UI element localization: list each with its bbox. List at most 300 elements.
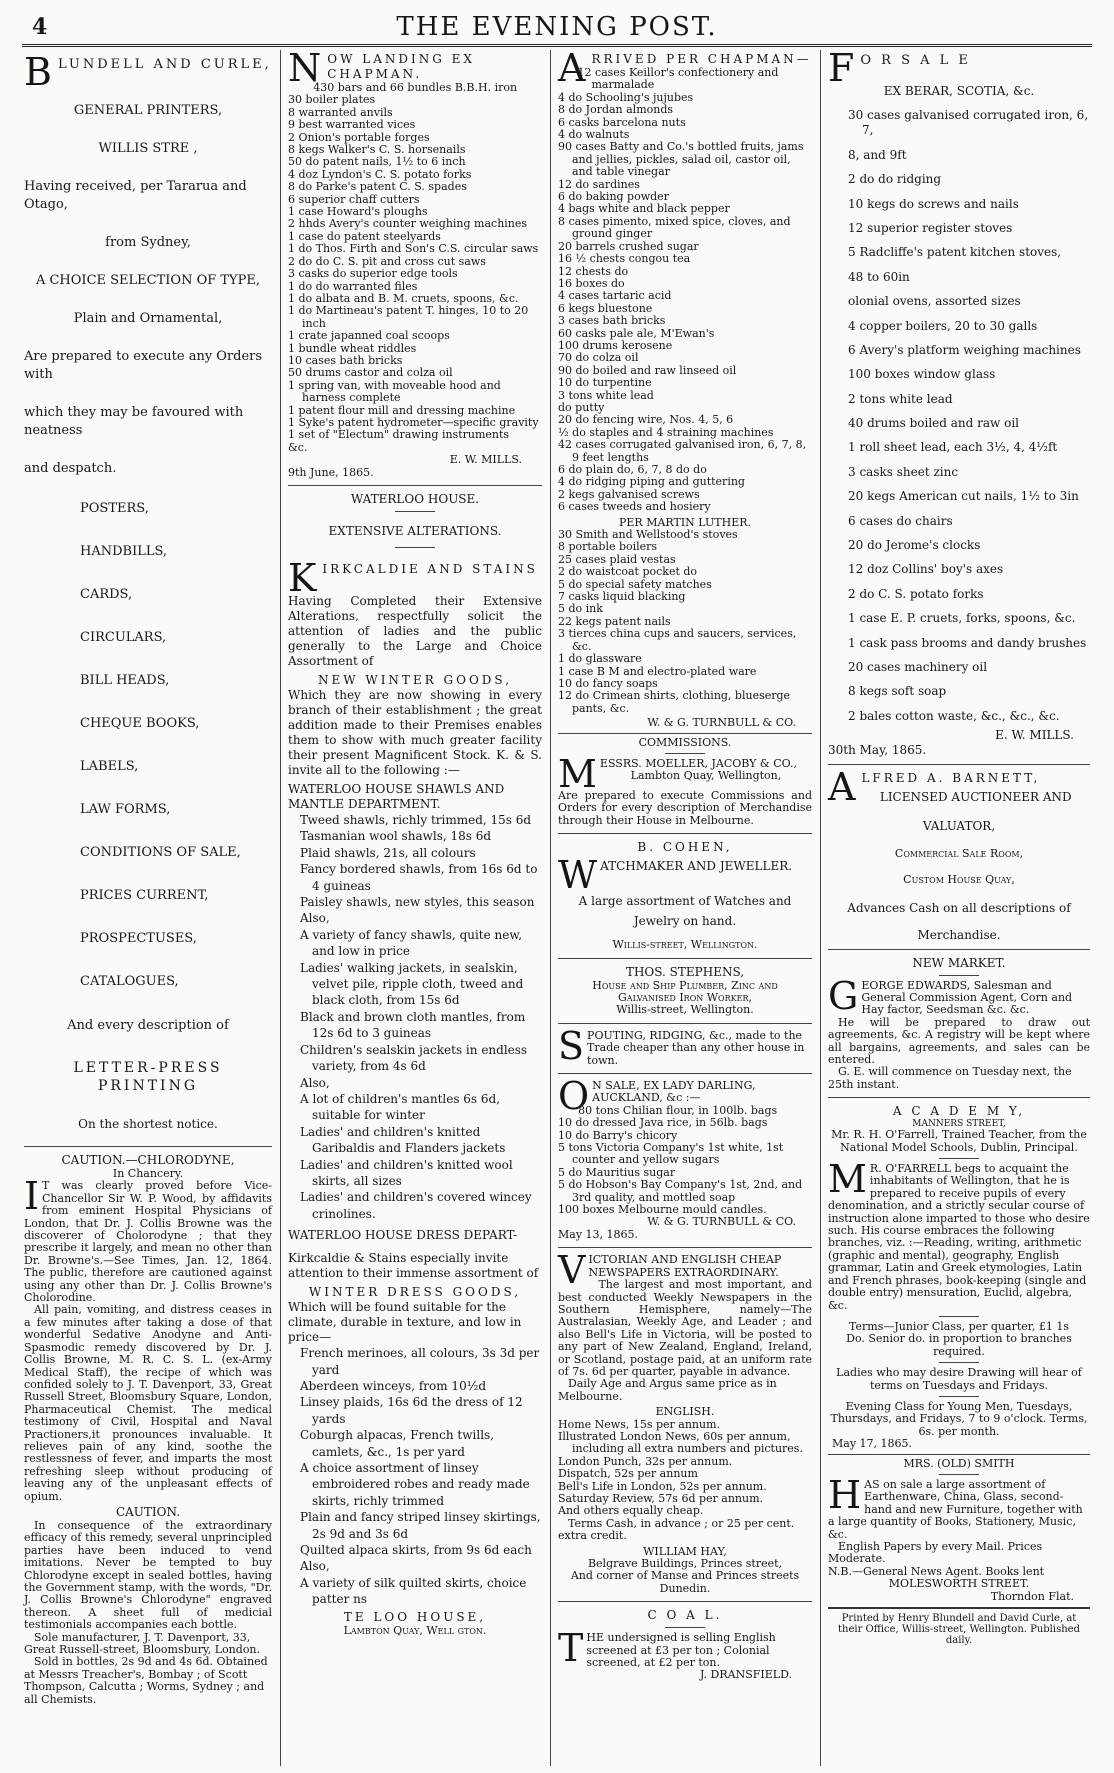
ad-address: Lambton Quay, Well gton. bbox=[343, 1623, 487, 1637]
list-item: 8 cases pimento, mixed spice, cloves, and ground ginger bbox=[558, 214, 791, 241]
short-rule bbox=[939, 1396, 979, 1397]
ad-line: A CHOICE SELECTION OF TYPE, bbox=[35, 273, 261, 288]
short-rule bbox=[395, 547, 435, 548]
column-divider bbox=[550, 50, 551, 1766]
ad-list-item: PROSPECTUSES, bbox=[80, 931, 197, 946]
ad-signature: W. & G. TURNBULL & CO. bbox=[647, 1215, 796, 1229]
list-item: 12 superior register stoves bbox=[848, 220, 1013, 235]
ad-divider bbox=[558, 1601, 812, 1602]
list-item: 430 bars and 66 bundles B.B.H. iron bbox=[313, 81, 518, 94]
list-item: Black and brown cloth mantles, from 12s 6d to 3 guineas bbox=[300, 1009, 526, 1041]
short-rule bbox=[395, 511, 435, 512]
ad-line: which they may be favoured with neatness bbox=[24, 405, 244, 438]
ad-list-item: CATALOGUES, bbox=[80, 974, 179, 989]
list-item: 2 do do C. S. pit and cross cut saws bbox=[288, 254, 486, 268]
list-item: 30 cases galvanised corrugated iron, 6, 7, bbox=[848, 108, 1089, 138]
list-item: Dispatch, 52s per annum bbox=[558, 1467, 698, 1481]
ad-divider bbox=[288, 485, 542, 486]
list-item: Tweed shawls, richly trimmed, 15s 6d bbox=[300, 813, 532, 827]
ad-paragraph: HE undersigned is selling English screened at £3 per ton ; Colonial screened, at £2 per ton. bbox=[586, 1631, 776, 1670]
list-item: 4 bags white and black pepper bbox=[558, 202, 730, 216]
ad-list-item: HANDBILLS, bbox=[80, 544, 168, 559]
shawls-list bbox=[288, 812, 542, 1222]
list-item: Plain and fancy striped linsey skirtings, 2s 9d and 3s 6d bbox=[300, 1510, 541, 1541]
list-item: 4 do Schooling's jujubes bbox=[558, 90, 694, 104]
list-item: Also, bbox=[300, 911, 330, 926]
list-item: 4 doz Lyndon's C. S. potato forks bbox=[288, 167, 472, 181]
ad-address: MOLESWORTH STREET. bbox=[888, 1577, 1030, 1591]
ad-line: House and Ship Plumber, Zinc and bbox=[592, 978, 778, 992]
list-item: do putty bbox=[558, 400, 605, 414]
ad-list-item: CARDS, bbox=[80, 587, 133, 602]
ad-line: Merchandise. bbox=[917, 927, 1001, 942]
list-item: Ladies' and children's knitted Garibaldis and Flanders jackets bbox=[300, 1124, 506, 1156]
list-item: 6 casks barcelona nuts bbox=[558, 115, 686, 129]
ad-paragraph: In consequence of the extraordinary efficacy of this remedy, several unprincipled parties have been induced to vend imitations. Never be tempted to buy Chlorodyne except in sealed bottles, having the Government stamp, with the words, "Dr. J. Collis Browne's Chlorodyne" engraved thereon. A sheet full of medicial testimonials accompanies each bottle. bbox=[24, 1518, 272, 1632]
list-item: 1 case E. P. cruets, forks, spoons, &c. bbox=[848, 611, 1076, 626]
masthead bbox=[22, 8, 1092, 42]
ad-coal bbox=[558, 1608, 812, 1682]
drop-cap: W bbox=[558, 853, 598, 898]
list-item: 12 do Crimean shirts, clothing, blueserge pants, &c. bbox=[558, 689, 791, 715]
ad-divider bbox=[828, 764, 1090, 765]
ad-list-item: LABELS, bbox=[80, 759, 139, 774]
list-item: 1 do do warranted files bbox=[288, 279, 418, 293]
list-item: Also, bbox=[300, 1075, 330, 1090]
ad-paragraph: Sold in bottles, 2s 9d and 4s 6d. Obtained at Messrs Treacher's, Bombay ; of Scott Thompson, Calcutta ; Worms, Sydney ; and all Chemists. bbox=[24, 1655, 268, 1706]
ad-heading: IRKCALDIE AND STAINS bbox=[322, 562, 538, 576]
ad-date: 30th May, 1865. bbox=[828, 742, 927, 757]
ad-stephens bbox=[558, 965, 812, 1017]
ad-paragraph: Terms Cash, in advance ; or 25 per cent. extra credit. bbox=[558, 1516, 795, 1543]
list-item: 4 cases tartaric acid bbox=[558, 289, 672, 303]
list-item: 2 kegs galvanised screws bbox=[558, 487, 700, 501]
list-item: Fancy bordered shawls, from 16s 6d to 4 guineas bbox=[300, 862, 538, 893]
drop-cap: N bbox=[288, 50, 325, 90]
ad-chlorodyne bbox=[24, 1153, 272, 1706]
ad-paragraph: Which will be found suitable for the climate, durable in texture, and low in price— bbox=[288, 1300, 522, 1345]
ad-paragraph: Mr. R. H. O'Farrell, Trained Teacher, from the National Model Schools, Dublin, Principal. bbox=[831, 1128, 1087, 1154]
ad-heading: C O A L. bbox=[647, 1608, 723, 1623]
column-4 bbox=[824, 50, 1094, 1768]
ad-list-item: CONDITIONS OF SALE, bbox=[80, 845, 241, 860]
list-item: 1 case Howard's ploughs bbox=[288, 205, 428, 219]
list-item: London Punch, 32s per annum. bbox=[558, 1454, 733, 1468]
drop-cap: M bbox=[828, 1157, 867, 1202]
drop-cap: F bbox=[828, 50, 858, 90]
ad-divider bbox=[558, 733, 812, 734]
list-item: Ladies' and children's knitted wool skirts, all sizes bbox=[300, 1157, 513, 1188]
list-item: Ladies' and children's covered wincey crinolines. bbox=[300, 1190, 532, 1221]
ad-subheading: MANNERS STREET, bbox=[912, 1119, 1006, 1130]
ad-victorian-newspapers bbox=[558, 1248, 812, 1595]
list-item: 3 tierces china cups and saucers, services, &c. bbox=[558, 627, 797, 653]
ad-line: Plain and Ornamental, bbox=[73, 311, 223, 326]
list-item: 1 case B M and electro-plated ware bbox=[558, 664, 757, 678]
list-item: 20 do fencing wire, Nos. 4, 5, 6 bbox=[558, 413, 734, 427]
ad-address: And corner of Manse and Princes streets bbox=[570, 1569, 800, 1583]
list-item: French merinoes, all colours, 3s 3d per yard bbox=[300, 1346, 540, 1377]
ad-line: LICENSED AUCTIONEER AND bbox=[879, 789, 1072, 804]
ad-heading: RRIVED PER CHAPMAN— bbox=[591, 52, 812, 66]
ad-line: On the shortest notice. bbox=[78, 1117, 218, 1131]
ad-heading: COMMISSIONS. bbox=[638, 735, 732, 749]
ad-divider bbox=[558, 1023, 812, 1024]
ad-paragraph: EORGE EDWARDS, Salesman and General Commission Agent, Corn and Hay factor, Seedsman &c. &c. bbox=[861, 978, 1073, 1017]
ad-divider bbox=[828, 1607, 1090, 1609]
ad-spouting bbox=[558, 1023, 812, 1068]
ad-line: Galvanised Iron Worker, bbox=[618, 990, 752, 1004]
drop-cap: I bbox=[24, 1174, 40, 1219]
ad-line: and despatch. bbox=[24, 461, 117, 476]
list-item: A lot of children's mantles 6s 6d, suitable for winter bbox=[300, 1091, 501, 1123]
list-item: 1 set of "Electum" drawing instruments bbox=[288, 428, 510, 442]
list-item: 1 case do patent steelyards bbox=[288, 229, 441, 243]
list-item: 8, and 9ft bbox=[848, 147, 907, 162]
ad-heading: O R S A L E bbox=[860, 53, 971, 68]
list-item: 48 to 60in bbox=[848, 269, 910, 284]
ad-address: Belgrave Buildings, Princes street, bbox=[587, 1557, 783, 1571]
list-item: 1 do Thos. Firth and Son's C.S. circular saws bbox=[288, 242, 539, 256]
list-item: Bell's Life in London, 52s per annum. bbox=[558, 1479, 767, 1493]
list-item: 20 barrels crushed sugar bbox=[558, 239, 699, 253]
list-item: 30 Smith and Wellstood's stoves bbox=[558, 528, 738, 542]
list-item: 90 cases Batty and Co.'s bottled fruits, jams and jellies, pickles, salad oil, castor oil, and table vinegar bbox=[558, 140, 804, 179]
ad-list-item: PRICES CURRENT, bbox=[80, 888, 209, 903]
list-item: 2 Onion's portable forges bbox=[288, 130, 430, 144]
ad-line: Do. Senior do. in proportion to branches required. bbox=[846, 1332, 1072, 1358]
ad-paragraph: POUTING, RIDGING, &c., made to the Trade cheaper than any other house in town. bbox=[587, 1028, 805, 1067]
ad-list-item: CIRCULARS, bbox=[80, 630, 167, 645]
ad-heading: NEW MARKET. bbox=[912, 955, 1006, 970]
ad-line: VALUATOR, bbox=[922, 818, 996, 833]
ad-paragraph: A large assortment of Watches and Jewelry on hand. bbox=[578, 894, 792, 929]
ad-line: GENERAL PRINTERS, bbox=[73, 103, 223, 118]
list-item: 2 do waistcoat pocket do bbox=[558, 565, 698, 579]
ad-heading: NEW WINTER GOODS, bbox=[317, 673, 513, 687]
list-item: 1 spring van, with moveable hood and harness complete bbox=[288, 378, 501, 405]
ad-paragraph: Are prepared to execute Commissions and Orders for every description of Merchandise through their House in Melbourne. bbox=[558, 788, 812, 827]
list-item: 9 best warranted vices bbox=[288, 118, 416, 132]
list-item: 16 boxes do bbox=[558, 276, 625, 290]
list-item: 10 do fancy soaps bbox=[558, 676, 658, 690]
ad-paragraph: English Papers by every Mail. Prices Moderate. bbox=[828, 1540, 1043, 1566]
list-item: 100 drums kerosene bbox=[558, 338, 673, 352]
arrived-list bbox=[558, 67, 812, 514]
ad-heading: THOS. STEPHENS, bbox=[625, 964, 745, 979]
list-item: 2 do C. S. potato forks bbox=[848, 586, 984, 601]
short-rule bbox=[939, 1362, 979, 1363]
ad-signature: J. DRANSFIELD. bbox=[700, 1668, 792, 1682]
list-item: 5 do Hobson's Bay Company's 1st, 2nd, and 3rd quality, and mottled soap bbox=[558, 1178, 803, 1204]
ad-paragraph: The largest and most important, and best conducted Weekly Newspapers in the Southern Hemisphere, namely—The Australasian, Weekly Age, and Leader ; and also Bell's Life in Victoria, will be posted to any part of New Zealand, England, Ireland, or Scotland, postage paid, at an uniform rate of 7s. 6d per quarter, payable in advance. bbox=[558, 1278, 812, 1378]
list-item: 3 casks do superior edge tools bbox=[288, 267, 458, 281]
list-item: 1 do Martineau's patent T. hinges, 10 to 20 inch bbox=[288, 304, 529, 330]
list-item: 20 kegs American cut nails, 1½ to 3in bbox=[848, 489, 1079, 504]
list-item: Home News, 15s per annum. bbox=[558, 1417, 721, 1431]
list-item: 10 cases bath bricks bbox=[288, 353, 403, 367]
ad-on-sale bbox=[558, 1074, 812, 1241]
ad-date: 9th June, 1865. bbox=[288, 465, 374, 479]
list-item: 6 kegs bluestone bbox=[558, 301, 653, 315]
list-item: 100 boxes window glass bbox=[848, 367, 996, 382]
list-item: Linsey plaids, 16s 6d the dress of 12 yards bbox=[300, 1395, 523, 1426]
column-3 bbox=[554, 50, 816, 1768]
list-item: 25 cases plaid vestas bbox=[558, 552, 676, 566]
ad-paragraph: Sole manufacturer, J. T. Davenport, 33, Great Russell-street, Bloomsbury, London. bbox=[24, 1630, 261, 1657]
list-item: 1 bundle wheat riddles bbox=[288, 341, 417, 355]
ad-subheading: EXTENSIVE ALTERATIONS. bbox=[328, 524, 502, 538]
list-item: 2 hhds Avery's counter weighing machines bbox=[288, 217, 528, 231]
list-item: ½ do staples and 4 straining machines bbox=[558, 425, 774, 439]
ad-heading: B. COHEN, bbox=[637, 840, 733, 855]
short-rule bbox=[939, 1158, 979, 1159]
list-item: &c. bbox=[288, 440, 308, 454]
list-item: 30 boiler plates bbox=[288, 93, 376, 107]
ad-heading: WINTER DRESS GOODS, bbox=[308, 1285, 522, 1300]
ad-subheading: WATERLOO HOUSE DRESS DEPART- bbox=[288, 1228, 518, 1243]
ad-heading: N SALE, EX LADY DARLING, AUCKLAND, &c :— bbox=[592, 1079, 756, 1105]
ad-line: WILLIS STRE , bbox=[98, 141, 198, 156]
ad-barnett bbox=[828, 764, 1090, 943]
ad-address: Dunedin. bbox=[659, 1581, 711, 1595]
list-item: 1 crate japanned coal scoops bbox=[288, 329, 450, 343]
ad-subheading: WATERLOO HOUSE SHAWLS AND MANTLE DEPARTMENT. bbox=[288, 782, 505, 811]
ad-now-landing bbox=[288, 52, 542, 479]
ad-signature: W. & G. TURNBULL & CO. bbox=[647, 716, 796, 730]
ad-list-item: BILL HEADS, bbox=[80, 673, 170, 688]
ad-divider bbox=[828, 949, 1090, 950]
ad-cohen bbox=[558, 840, 812, 951]
list-item: 8 portable boilers bbox=[558, 540, 658, 554]
list-item: 2 tons white lead bbox=[848, 391, 953, 406]
ad-heading: ATCHMAKER AND JEWELLER. bbox=[600, 859, 793, 874]
ad-divider bbox=[828, 1454, 1090, 1455]
short-rule bbox=[665, 753, 705, 754]
ad-paragraph: AS on sale a large assortment of Earthenware, China, Glass, second-hand and new Furniture, together with a large quantity of Books, Stationery, Music, &c. bbox=[828, 1477, 1083, 1541]
ad-blundell-curle bbox=[24, 50, 272, 1132]
list-item: 10 kegs do screws and nails bbox=[848, 196, 1019, 211]
ad-paragraph: Kirkcaldie & Stains especially invite attention to their immense assortment of bbox=[288, 1251, 539, 1281]
list-item: 6 cases tweeds and hosiery bbox=[558, 500, 711, 514]
ad-divider bbox=[558, 1247, 812, 1248]
list-item: Paisley shawls, new styles, this season bbox=[300, 895, 535, 910]
ad-academy bbox=[828, 1104, 1090, 1450]
list-item: 100 boxes Melbourne mould candles. bbox=[558, 1203, 767, 1217]
list-item: Tasmanian wool shawls, 18s 6d bbox=[300, 829, 492, 844]
list-item: 1 Syke's patent hydrometer—specific gravity bbox=[288, 415, 539, 429]
ad-paragraph: Daily Age and Argus same price as in Melbourne. bbox=[558, 1377, 777, 1403]
drop-cap: V bbox=[558, 1248, 586, 1293]
ad-divider bbox=[558, 958, 812, 959]
list-item: 8 do Jordan almonds bbox=[558, 103, 674, 117]
ad-paragraph: All pain, vomiting, and distress ceases in a few minutes after taking a dose of that wonderful Sedative Anodyne and Anti-Spasmodic remedy discovered by Dr. J. Collis Browne, M. R. C. S. L. (ex-Army Medical Staff), the recipe of which was confided solely to J. T. Davenport, 33, Great Russell Street, Bloomsbury Square, London, Pharmaceutical Chemist. The medical testimony of Civil, Hospital and Naval Practioners,it pronounces invaluable. It relieves pain of any kind, soothe the restlessness of fever, and imparts the most refreshing sleep without producing of leaving any of the unpleasant effects of opium. bbox=[24, 1303, 272, 1503]
list-item: 3 cases bath bricks bbox=[558, 314, 666, 328]
list-item: 16 ½ chests congou tea bbox=[558, 252, 691, 266]
drop-cap: A bbox=[558, 50, 589, 90]
ad-signature: E. W. MILLS. bbox=[995, 727, 1074, 742]
list-item: Also, bbox=[300, 1559, 330, 1574]
list-item: Aberdeen winceys, from 10½d bbox=[300, 1378, 487, 1393]
short-rule bbox=[665, 1627, 705, 1628]
list-item: 50 drums castor and colza oil bbox=[288, 366, 453, 380]
ad-date: May 17, 1865. bbox=[832, 1437, 913, 1451]
ad-heading: WATERLOO HOUSE. bbox=[350, 492, 480, 506]
column-divider bbox=[280, 50, 281, 1766]
ad-heading: LUNDELL AND CURLE, bbox=[57, 57, 272, 72]
list-item: 22 kegs patent nails bbox=[558, 614, 671, 628]
list-item: 4 do ridging piping and guttering bbox=[558, 475, 745, 489]
dress-list bbox=[288, 1345, 542, 1608]
short-rule bbox=[939, 975, 979, 976]
ad-new-market bbox=[828, 956, 1090, 1092]
ad-heading: MRS. (OLD) SMITH bbox=[903, 1456, 1015, 1470]
printer-imprint: Printed by Henry Blundell and David Curle, at their Office, Willis-street, Wellington. Published daily. bbox=[838, 1613, 1080, 1647]
list-item: 3 tons white lead bbox=[558, 388, 654, 402]
list-item: 7 casks liquid blacking bbox=[558, 590, 686, 604]
drop-cap: S bbox=[558, 1023, 585, 1068]
ad-subheading: ENGLISH. bbox=[655, 1405, 715, 1419]
ad-paragraph: R. O'FARRELL begs to acquaint the inhabitants of Wellington, that he is prepared to receive pupils of every denomination, and a strictly secular course of instruction alone imparted to those who desire such. His course embraces the following branches, viz. :—Reading, writing, arithmetic (graphic and mental), geography, English grammar, Latin and Greek etymologies, Latin and French phrases, book-keeping (single and double entry) mensuration, Euclid, algebra, &c. bbox=[828, 1162, 1090, 1312]
list-item: 42 cases corrugated galvanised iron, 6, 7, 8, 9 feet lengths bbox=[558, 438, 807, 464]
list-item: 10 do turpentine bbox=[558, 376, 652, 390]
list-item: 6 do plain do, 6, 7, 8 do do bbox=[558, 463, 707, 476]
list-item: 12 chests do bbox=[558, 264, 629, 278]
column-1 bbox=[20, 50, 276, 1768]
ad-heading: ESSRS. MOELLER, JACOBY & CO., bbox=[599, 756, 797, 770]
ad-line: Having received, per Tararua and Otago, bbox=[24, 179, 247, 212]
ad-line: And every description of bbox=[67, 1018, 229, 1033]
list-item: 5 Radcliffe's patent kitchen stoves, bbox=[848, 245, 1062, 260]
onsale-list bbox=[558, 1105, 812, 1217]
list-item: 5 do special safety matches bbox=[558, 577, 712, 591]
landing-list bbox=[288, 82, 542, 454]
ad-heading: CAUTION. bbox=[115, 1504, 181, 1519]
list-item: Children's sealskin jackets in endless variety, from 4s 6d bbox=[300, 1042, 528, 1074]
ad-heading: LFRED A. BARNETT, bbox=[861, 770, 1041, 785]
newspaper-title: THE EVENING POST. bbox=[396, 12, 718, 42]
list-item: 6 superior chaff cutters bbox=[288, 192, 420, 206]
list-item: 12 cases Keillor's confectionery and marmalade bbox=[577, 66, 779, 92]
list-item: 40 drums boiled and raw oil bbox=[848, 416, 1020, 431]
list-item: 90 do boiled and raw linseed oil bbox=[558, 363, 737, 377]
list-item: 1 patent flour mill and dressing machine bbox=[288, 403, 516, 417]
ad-commissions bbox=[558, 737, 812, 828]
list-item: 5 do Mauritius sugar bbox=[558, 1165, 676, 1179]
page-number: 4 bbox=[32, 14, 48, 40]
english-list bbox=[558, 1419, 812, 1518]
list-item: 50 do patent nails, 1½ to 6 inch bbox=[288, 155, 466, 169]
ad-for-sale bbox=[828, 52, 1090, 758]
list-item: olonial ovens, assorted sizes bbox=[848, 294, 1021, 309]
ad-paragraph: G. E. will commence on Tuesday next, the 25th instant. bbox=[828, 1065, 1072, 1091]
ad-signature: E. W. MILLS. bbox=[449, 453, 522, 467]
ad-line: Advances Cash on all descriptions of bbox=[847, 900, 1071, 915]
ad-heading: TE LOO HOUSE, bbox=[343, 1609, 487, 1624]
list-item: Plaid shawls, 21s, all colours bbox=[300, 845, 476, 860]
list-item: Illustrated London News, 60s per annum, including all extra numbers and pictures. bbox=[558, 1429, 803, 1456]
list-item: 10 do Barry's chicory bbox=[558, 1128, 678, 1142]
ad-heading: ICTORIAN AND ENGLISH CHEAP NEWSPAPERS EXTRAORDINARY. bbox=[588, 1253, 782, 1279]
list-item: 20 cases machinery oil bbox=[848, 659, 988, 674]
ad-paragraph: Which they are now showing in every branch of their establishment ; the great addition made to their Premises enables them to show with much greater facility their present Magnificent Stock. K. & S. invite all to the following :— bbox=[288, 688, 542, 777]
drop-cap: H bbox=[828, 1472, 862, 1517]
ad-paragraph: N.B.—General News Agent. Books lent bbox=[828, 1564, 1045, 1578]
list-item: 3 casks sheet zinc bbox=[848, 464, 959, 479]
list-item: A variety of silk quilted skirts, choice patter ns bbox=[300, 1575, 527, 1607]
short-rule bbox=[939, 1316, 979, 1317]
list-item: 12 doz Collins' boy's axes bbox=[848, 562, 1004, 577]
ad-signature: WILLIAM HAY, bbox=[643, 1544, 727, 1558]
ad-heading: OW LANDING EX CHAPMAN. bbox=[327, 52, 475, 81]
list-item: 2 bales cotton waste, &c., &c., &c. bbox=[848, 708, 1060, 723]
list-item: 60 casks pale ale, M'Ewan's bbox=[558, 326, 715, 340]
list-item: 1 do glassware bbox=[558, 652, 642, 666]
ad-list-item: LAW FORMS, bbox=[80, 802, 171, 817]
ad-line: Custom House Quay, bbox=[903, 873, 1015, 887]
ad-line: Lambton Quay, Wellington, bbox=[630, 769, 782, 783]
ad-line: Evening Class for Young Men, Tuesdays, Thursdays, and Fridays, 7 to 9 o'clock. Terms, 6s. per month. bbox=[830, 1399, 1088, 1438]
ad-paragraph: T was clearly proved before Vice-Chancellor Sir W. P. Wood, by affidavits from eminent Hospital Physicians of London, that Dr. J. Collis Browne was the discoverer of Cholorodyne ; that they prescribe it largely, and mean no other than Dr. Browne's.—See Times, Jan. 12, 1864. The public, therefore are cautioned against using any other than Dr. J. Collis Browne's Cholorodine. bbox=[24, 1179, 272, 1305]
ad-list-item: CHEQUE BOOKS, bbox=[80, 716, 200, 731]
drop-cap: O bbox=[558, 1074, 590, 1118]
list-item: 8 kegs soft soap bbox=[848, 684, 947, 699]
ad-list-item: POSTERS, bbox=[80, 501, 149, 516]
list-item: 10 do dressed Java rice, in 56lb. bags bbox=[558, 1116, 768, 1130]
ad-line: Ladies who may desire Drawing will hear of terms on Tuesdays and Fridays. bbox=[836, 1366, 1082, 1392]
column-divider bbox=[820, 50, 821, 1766]
arrived-list-2 bbox=[558, 529, 812, 715]
list-item: 5 tons Victoria Company's 1st white, 1st counter and yellow sugars bbox=[558, 1141, 784, 1167]
short-rule bbox=[939, 1474, 979, 1475]
list-item: 5 do ink bbox=[558, 602, 603, 616]
list-item: 4 copper boilers, 20 to 30 galls bbox=[848, 318, 1038, 333]
list-item: 2 do do ridging bbox=[848, 172, 942, 187]
list-item: 80 tons Chilian flour, in 100lb. bags bbox=[578, 1103, 778, 1117]
ad-date: May 13, 1865. bbox=[558, 1227, 639, 1241]
list-item: 6 cases do chairs bbox=[848, 513, 953, 528]
ad-paragraph: He will be prepared to draw out agreements, &c. A registry will be kept where all bargains, agreements, and sales can be entered. bbox=[828, 1015, 1090, 1067]
drop-cap: A bbox=[828, 764, 859, 809]
column-2 bbox=[284, 50, 546, 1768]
list-item: 70 do colza oil bbox=[558, 351, 639, 365]
ad-address: Willis-street, Wellington. bbox=[612, 938, 758, 952]
list-item: 8 kegs Walker's C. S. horsenails bbox=[288, 143, 466, 157]
drop-cap: G bbox=[828, 973, 859, 1018]
list-item: 6 Avery's platform weighing machines bbox=[848, 342, 1081, 357]
list-item: 8 warranted anvils bbox=[288, 105, 393, 119]
ad-waterloo-house bbox=[288, 492, 542, 1637]
ad-paragraph: Having Completed their Extensive Alterations, respectfully solicit the attention of ladies and the public generally to the Large and Choice Assortment of bbox=[288, 594, 542, 668]
list-item: 1 cask pass brooms and dandy brushes bbox=[848, 635, 1087, 650]
list-item: Coburgh alpacas, French twills, camlets, &c., 1s per yard bbox=[300, 1428, 495, 1459]
ad-arrived-per-chapman bbox=[558, 52, 812, 730]
list-item: 4 do walnuts bbox=[558, 128, 630, 142]
list-item: 20 do Jerome's clocks bbox=[848, 538, 981, 553]
ad-heading: CAUTION.—CHLORODYNE, bbox=[61, 1153, 235, 1167]
list-item: Saturday Review, 57s 6d per annum. bbox=[558, 1492, 764, 1505]
list-item: And others equally cheap. bbox=[558, 1504, 704, 1518]
ad-divider bbox=[558, 1073, 812, 1074]
ad-address: Thorndon Flat. bbox=[990, 1589, 1074, 1603]
forsale-list bbox=[828, 108, 1090, 723]
drop-cap: B bbox=[24, 50, 55, 94]
list-item: 1 roll sheet lead, each 3½, 4, 4½ft bbox=[848, 440, 1058, 455]
ad-line: Are prepared to execute any Orders with bbox=[24, 349, 263, 382]
list-item: Ladies' walking jackets, in sealskin, velvet pile, ripple cloth, tweed and black cloth, from 15s 6d bbox=[300, 960, 524, 1008]
drop-cap: T bbox=[558, 1626, 584, 1671]
masthead-rule bbox=[22, 44, 1092, 47]
